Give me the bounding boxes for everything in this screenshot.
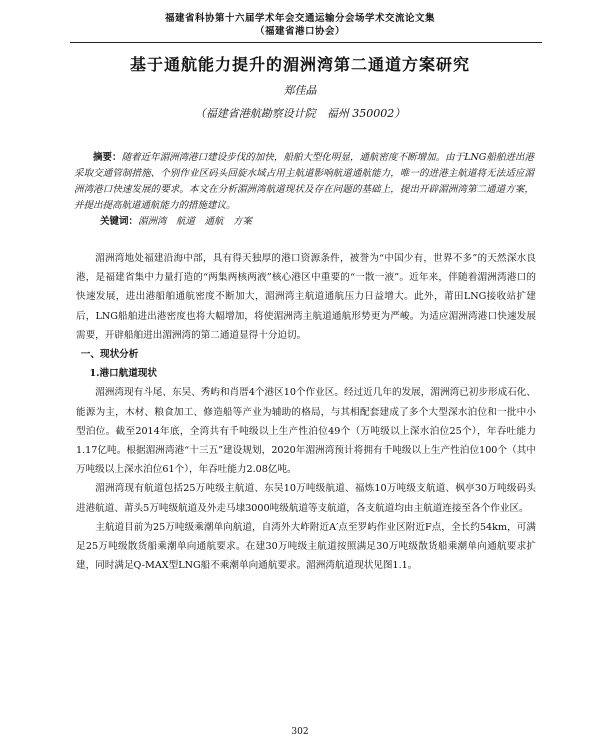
keywords-label: 关键词： xyxy=(100,216,139,227)
section-heading: 一、现状分析 xyxy=(80,349,139,361)
affiliation: （福建省港航勘察设计院 福州 350002） xyxy=(194,107,406,120)
header-rule xyxy=(70,42,542,43)
paragraph: 湄洲湾现有斗尾、东吴、秀屿和肖厝4个港区10个作业区。经过近几年的发展，湄洲湾已初步形成石化、能源为主，木材、粮食加工、修造船等产业为辅助的格局，与其相配套建成了多个大型深水泊位和一批中小型泊位。截至2014年底，全湾共有千吨级以上生产性泊位49个（万吨级以上深水泊位25个），年吞吐能力1.17亿吨。根据湄洲湾港“十三五”建设规划，2020年湄洲湾预计将拥有千吨级以上生产性泊位100个（其中万吨级以上深水泊位61个），年吞吐能力2.08亿吨。 xyxy=(76,387,536,476)
running-head xyxy=(0,12,600,38)
running-head-line1: 福建省科协第十六届学术年会交通运输分会场学术交流论文集 xyxy=(164,13,435,24)
paragraph: 主航道目前为25万吨级乘潮单向航道，自湾外大岞附近A′点至罗屿作业区附近F点，全长约54km，可满足25万吨级散货船乘潮单向通航要求。在建30万吨级主航道按照满足30万吨级散货船乘潮单向通航要求扩建，同时满足Q-MAX型LNG船不乘潮单向通航要求。湄洲湾航道现状见图1.1。 xyxy=(76,521,536,572)
body-text xyxy=(76,249,536,575)
abstract xyxy=(74,150,534,214)
keywords xyxy=(100,214,530,230)
author: 郑佳晶 xyxy=(283,84,317,97)
running-head-line2: （福建省港口协会） xyxy=(254,26,345,37)
page-number: 302 xyxy=(291,727,309,737)
subsection-heading: 1.港口航道现状 xyxy=(89,368,158,380)
paper-title: 基于通航能力提升的湄洲湾第二通道方案研究 xyxy=(129,55,470,74)
abstract-label: 摘要： xyxy=(93,152,122,163)
intro-paragraph: 湄洲湾地处福建沿海中部，具有得天独厚的港口资源条件，被誉为“中国少有，世界不多”的天然深水良港，是福建省集中力量打造的“两集两核两液”核心港区中重要的“一散一液”。近年来，伴随着湄洲湾港口的快速发展，进出港船舶通航密度不断加大，湄洲湾主航道通航压力日益增大。此外，莆田LNG接收站扩建后，LNG船舶进出港密度也将大幅增加，将使湄洲湾主航道通航形势更为严峻。为适应湄洲湾港口快速发展需要，开辟船舶进出湄洲湾的第二通道显得十分迫切。 xyxy=(76,253,536,341)
paragraph: 湄洲湾现有航道包括25万吨级主航道、东吴10万吨级航道、福炼10万吨级支航道、枫亭30万吨级码头进港航道、莆头5万吨级航道及外走马埭3000吨级航道等支航道，各支航道均由主航道连接至各个作业区。 xyxy=(76,483,536,514)
keywords-text: 湄洲湾 航道 通航 方案 xyxy=(138,216,253,227)
abstract-text: 随着近年湄洲湾港口建设步伐的加快，船舶大型化明显，通航密度不断增加。由于LNG船舶进出港采取交通管制措施、个别作业区码头回旋水域占用主航道影响航道通航能力，唯一的进港主航道将无法适应湄洲湾港口快速发展的要求。本文在分析湄洲湾航道现状及存在问题的基础上，提出开辟湄洲湾第二通道方案，并提出提高航道通航能力的措施建议。 xyxy=(74,152,534,211)
